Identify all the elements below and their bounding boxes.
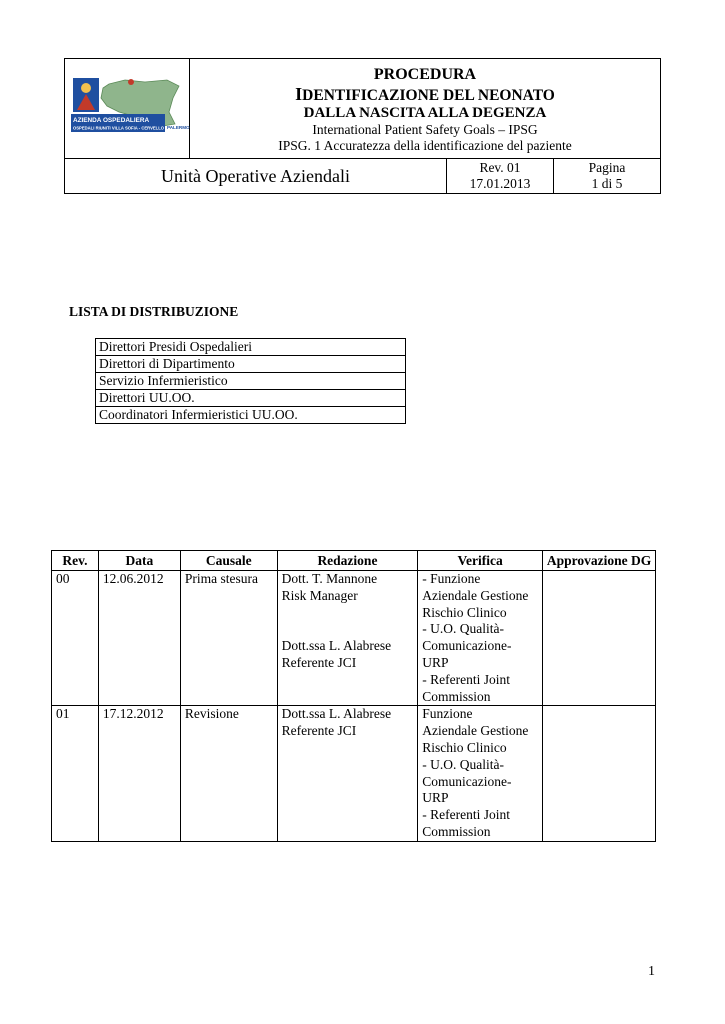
verifica-line: URP	[422, 790, 449, 806]
col-header-cause: Causale	[180, 551, 277, 571]
redazione-line: Referente JCI	[281, 654, 357, 670]
procedure-name	[190, 84, 660, 105]
distribution-title: LISTA DI DISTRIBUZIONE	[69, 304, 239, 319]
verifica-line: - Funzione	[422, 571, 481, 586]
verifica-line: Commission	[422, 823, 491, 839]
verifica-line: - Referenti Joint	[422, 807, 510, 823]
table-row	[52, 571, 656, 706]
redazione-line: Dott.ssa L. Alabrese	[281, 706, 392, 722]
verifica-line: Commission	[422, 688, 491, 704]
page-cell	[554, 159, 661, 194]
list-item: Coordinatori Infermieristici UU.OO.	[96, 407, 406, 424]
list-item: Direttori di Dipartimento	[96, 356, 406, 373]
revision-number: Rev. 01	[479, 159, 521, 175]
col-header-rev: Rev.	[52, 551, 99, 571]
page-value: 1 di 5	[591, 176, 623, 191]
subtitle-ipsg1: IPSG. 1 Accuratezza della identificazione del paziente	[278, 137, 572, 153]
cell-date: 17.12.2012	[98, 706, 180, 841]
revision-date: 17.01.2013	[469, 176, 531, 191]
verifica-line: Rischio Clinico	[422, 739, 507, 755]
col-header-date: Data	[98, 551, 180, 571]
logo-line1: AZIENDA OSPEDALIERA	[73, 117, 150, 124]
unit-cell	[65, 159, 447, 194]
col-header-verifica: Verifica	[418, 551, 543, 571]
revision-cell	[447, 159, 554, 194]
subtitle-goals: International Patient Safety Goals – IPSG	[312, 122, 538, 138]
col-header-redazione: Redazione	[277, 551, 418, 571]
logo-cell	[65, 59, 190, 159]
table-row	[52, 706, 656, 841]
list-item: Direttori Presidi Ospedalieri	[96, 339, 406, 356]
verifica-line: Aziendale Gestione	[422, 587, 529, 603]
revision-table	[51, 550, 656, 842]
procedure-title: PROCEDURA	[373, 65, 477, 83]
verifica-line: Comunicazione-	[422, 773, 512, 789]
cell-rev: 01	[52, 706, 99, 841]
table-header-row	[52, 551, 656, 571]
redazione-line: Dott. T. Mannone	[281, 571, 378, 586]
cell-cause: Prima stesura	[180, 571, 277, 706]
cell-verifica	[418, 571, 543, 706]
cell-verifica	[418, 706, 543, 841]
procedure-scope: DALLA NASCITA ALLA DEGENZA	[303, 104, 547, 121]
verifica-line: URP	[422, 654, 449, 670]
verifica-line: Rischio Clinico	[422, 604, 507, 620]
distribution-list	[95, 338, 406, 424]
redazione-line: Referente JCI	[281, 723, 357, 739]
cell-approvazione	[543, 706, 656, 841]
procedure-name-rest: DENTIFICAZIONE DEL NEONATO	[302, 87, 555, 105]
logo-city: PALERMO	[167, 125, 190, 130]
verifica-line: Funzione	[422, 706, 473, 722]
hospital-logo	[67, 72, 190, 140]
verifica-line: - Referenti Joint	[422, 671, 510, 687]
procedure-name-cap: I	[295, 84, 303, 105]
verifica-line: Aziendale Gestione	[422, 723, 529, 739]
col-header-approvazione: Approvazione DG	[543, 551, 656, 571]
verifica-line: Comunicazione-	[422, 638, 512, 654]
redazione-line: Risk Manager	[281, 587, 358, 603]
cell-approvazione	[543, 571, 656, 706]
cell-redazione	[277, 706, 418, 841]
cell-date: 12.06.2012	[98, 571, 180, 706]
list-item: Direttori UU.OO.	[96, 390, 406, 407]
logo-line2: OSPEDALI RIUNITI VILLA SOFIA - CERVELLO	[73, 125, 165, 131]
page-number: 1	[648, 964, 655, 979]
verifica-line: - U.O. Qualità-	[422, 756, 504, 772]
unit-label: Unità Operative Aziendali	[161, 165, 350, 186]
title-cell	[190, 59, 661, 159]
document-header	[64, 58, 661, 194]
list-item: Servizio Infermieristico	[96, 373, 406, 390]
redazione-line: Dott.ssa L. Alabrese	[281, 638, 392, 654]
cell-rev: 00	[52, 571, 99, 706]
cell-cause: Revisione	[180, 706, 277, 841]
page-label: Pagina	[588, 159, 626, 175]
cell-redazione	[277, 571, 418, 706]
verifica-line: - U.O. Qualità-	[422, 621, 504, 637]
